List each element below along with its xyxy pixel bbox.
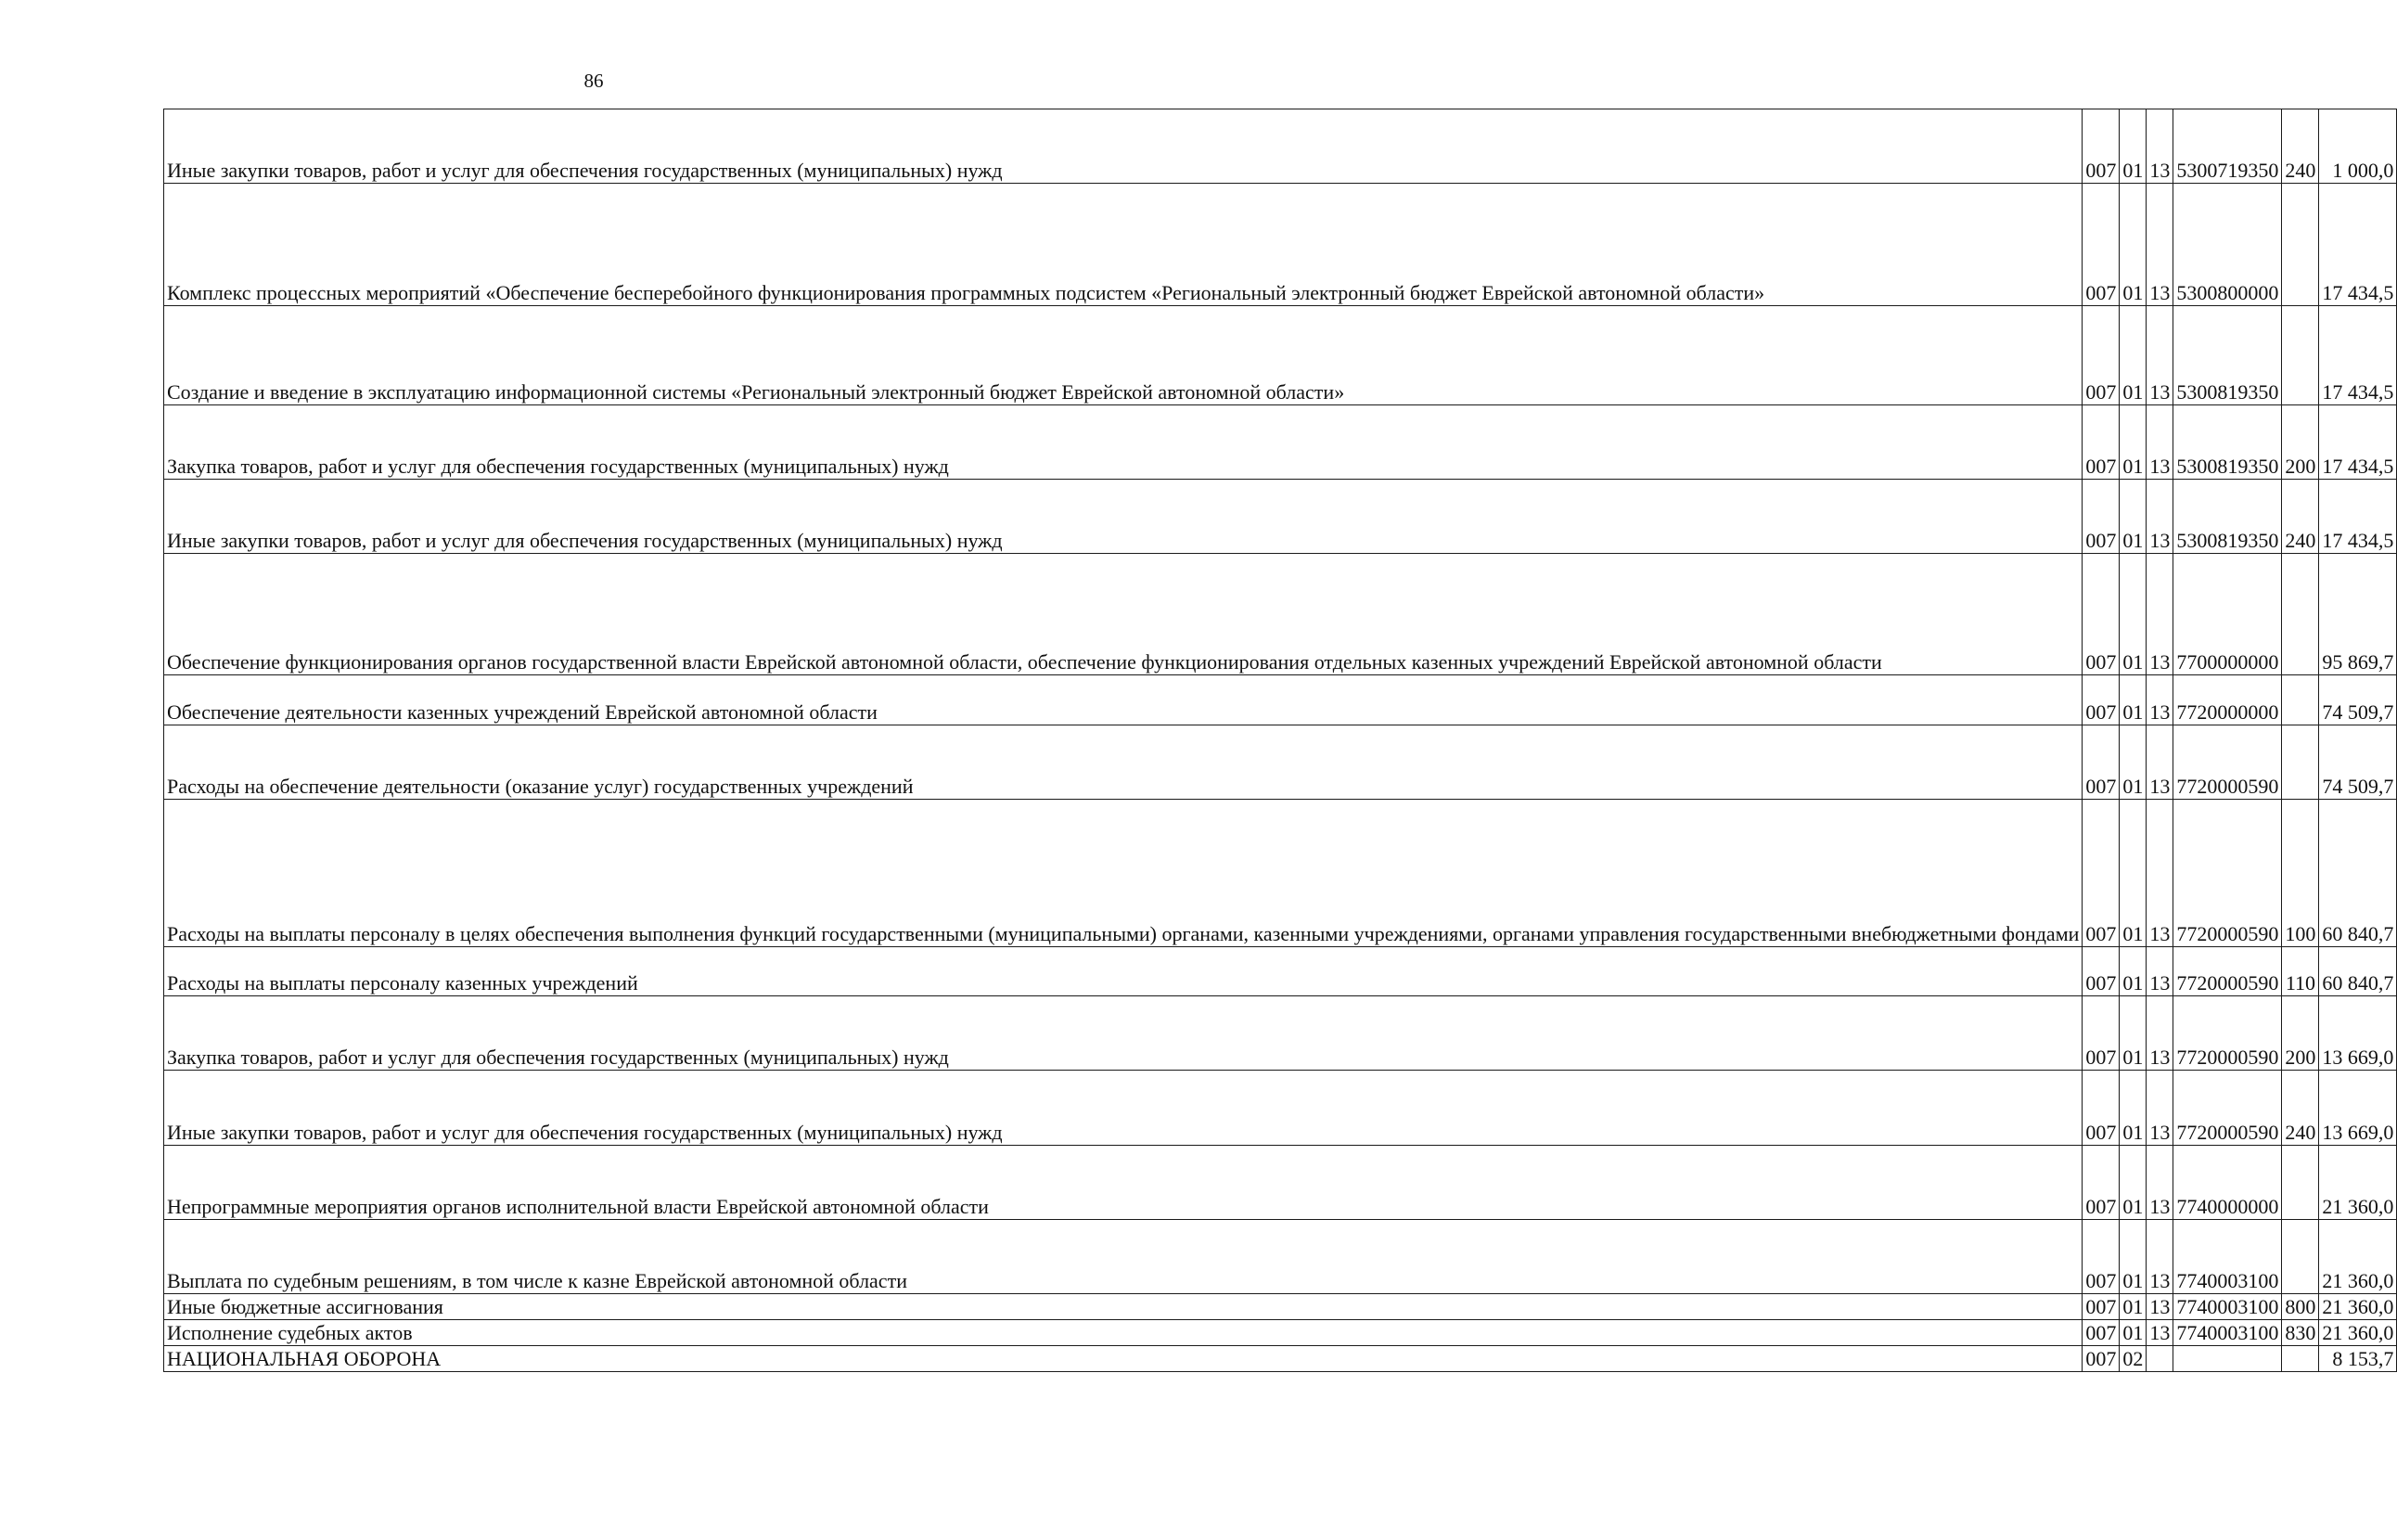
target-article-cell: 5300800000: [2173, 184, 2282, 306]
target-article-cell: 7740003100: [2173, 1294, 2282, 1320]
subsection-code-cell: 13: [2147, 1294, 2173, 1320]
table-row: [164, 306, 2397, 405]
subsection-code-cell: 13: [2147, 996, 2173, 1071]
section-code-cell: 01: [2120, 405, 2147, 480]
section-code-cell: 01: [2120, 1071, 2147, 1146]
target-article-cell: 7740000000: [2173, 1146, 2282, 1220]
amount-cell: 17 434,5: [2319, 480, 2397, 554]
section-code-cell: 01: [2120, 1220, 2147, 1294]
subsection-code-cell: 13: [2147, 947, 2173, 996]
table-row: [164, 800, 2397, 947]
table-row: [164, 1220, 2397, 1294]
amount-cell: 1 000,0: [2319, 109, 2397, 184]
department-code-cell: 007: [2083, 947, 2120, 996]
section-code-cell: 02: [2120, 1346, 2147, 1372]
expense-name-cell: Обеспечение функционирования органов государственной власти Еврейской автономной области, обеспечение функционирования отдельных казенных учреждений Еврейской автономной области: [164, 554, 2083, 675]
target-article-cell: [2173, 1346, 2282, 1372]
expense-name-cell: Комплекс процессных мероприятий «Обеспечение бесперебойного функционирования программных подсистем «Региональный электронный бюджет Еврейской автономной области»: [164, 184, 2083, 306]
expense-type-cell: 200: [2282, 996, 2319, 1071]
expense-name-cell: Закупка товаров, работ и услуг для обеспечения государственных (муниципальных) нужд: [164, 996, 2083, 1071]
section-code-cell: 01: [2120, 947, 2147, 996]
expense-type-cell: [2282, 675, 2319, 725]
section-code-cell: 01: [2120, 1294, 2147, 1320]
department-code-cell: 007: [2083, 1146, 2120, 1220]
amount-cell: 74 509,7: [2319, 675, 2397, 725]
department-code-cell: 007: [2083, 1071, 2120, 1146]
section-code-cell: 01: [2120, 306, 2147, 405]
table-row: [164, 1071, 2397, 1146]
amount-cell: 60 840,7: [2319, 800, 2397, 947]
expense-type-cell: 800: [2282, 1294, 2319, 1320]
amount-cell: 13 669,0: [2319, 996, 2397, 1071]
expense-type-cell: 110: [2282, 947, 2319, 996]
target-article-cell: 7720000000: [2173, 675, 2282, 725]
expense-type-cell: [2282, 725, 2319, 800]
subsection-code-cell: 13: [2147, 480, 2173, 554]
subsection-code-cell: 13: [2147, 1320, 2173, 1346]
budget-table-body: [164, 109, 2397, 1372]
section-code-cell: 01: [2120, 800, 2147, 947]
expense-name-cell: Непрограммные мероприятия органов исполнительной власти Еврейской автономной области: [164, 1146, 2083, 1220]
expense-name-cell: Закупка товаров, работ и услуг для обеспечения государственных (муниципальных) нужд: [164, 405, 2083, 480]
table-row: [164, 184, 2397, 306]
department-code-cell: 007: [2083, 1320, 2120, 1346]
department-code-cell: 007: [2083, 306, 2120, 405]
table-row: [164, 405, 2397, 480]
department-code-cell: 007: [2083, 1220, 2120, 1294]
target-article-cell: 7720000590: [2173, 800, 2282, 947]
expense-type-cell: [2282, 1346, 2319, 1372]
section-code-cell: 01: [2120, 675, 2147, 725]
target-article-cell: 7740003100: [2173, 1320, 2282, 1346]
expense-name-cell: Обеспечение деятельности казенных учреждений Еврейской автономной области: [164, 675, 2083, 725]
expense-type-cell: [2282, 306, 2319, 405]
section-code-cell: 01: [2120, 184, 2147, 306]
expense-name-cell: Выплата по судебным решениям, в том числе к казне Еврейской автономной области: [164, 1220, 2083, 1294]
section-code-cell: 01: [2120, 554, 2147, 675]
subsection-code-cell: 13: [2147, 306, 2173, 405]
amount-cell: 17 434,5: [2319, 405, 2397, 480]
table-row: [164, 554, 2397, 675]
expense-name-cell: Иные закупки товаров, работ и услуг для обеспечения государственных (муниципальных) нужд: [164, 1071, 2083, 1146]
amount-cell: 17 434,5: [2319, 306, 2397, 405]
section-code-cell: 01: [2120, 1320, 2147, 1346]
table-row: [164, 109, 2397, 184]
target-article-cell: 5300819350: [2173, 480, 2282, 554]
expense-type-cell: 240: [2282, 109, 2319, 184]
expense-name-cell: Иные закупки товаров, работ и услуг для обеспечения государственных (муниципальных) нужд: [164, 480, 2083, 554]
subsection-code-cell: 13: [2147, 725, 2173, 800]
target-article-cell: 7740003100: [2173, 1220, 2282, 1294]
expense-name-cell: Исполнение судебных актов: [164, 1320, 2083, 1346]
table-row: [164, 480, 2397, 554]
expense-name-cell: Создание и введение в эксплуатацию информационной системы «Региональный электронный бюджет Еврейской автономной области»: [164, 306, 2083, 405]
subsection-code-cell: 13: [2147, 554, 2173, 675]
expense-type-cell: 240: [2282, 1071, 2319, 1146]
department-code-cell: 007: [2083, 1294, 2120, 1320]
subsection-code-cell: 13: [2147, 109, 2173, 184]
department-code-cell: 007: [2083, 996, 2120, 1071]
target-article-cell: 7720000590: [2173, 725, 2282, 800]
expense-type-cell: [2282, 554, 2319, 675]
table-row: [164, 1294, 2397, 1320]
amount-cell: 21 360,0: [2319, 1294, 2397, 1320]
expense-name-cell: Расходы на обеспечение деятельности (оказание услуг) государственных учреждений: [164, 725, 2083, 800]
subsection-code-cell: 13: [2147, 800, 2173, 947]
subsection-code-cell: 13: [2147, 184, 2173, 306]
expense-type-cell: 200: [2282, 405, 2319, 480]
page-number: 86: [583, 70, 604, 92]
expense-type-cell: [2282, 1146, 2319, 1220]
amount-cell: 60 840,7: [2319, 947, 2397, 996]
expense-type-cell: [2282, 1220, 2319, 1294]
subsection-code-cell: 13: [2147, 1146, 2173, 1220]
expense-name-cell: Иные закупки товаров, работ и услуг для обеспечения государственных (муниципальных) нужд: [164, 109, 2083, 184]
amount-cell: 74 509,7: [2319, 725, 2397, 800]
section-code-cell: 01: [2120, 109, 2147, 184]
section-code-cell: 01: [2120, 480, 2147, 554]
section-code-cell: 01: [2120, 996, 2147, 1071]
expense-type-cell: 100: [2282, 800, 2319, 947]
amount-cell: 13 669,0: [2319, 1071, 2397, 1146]
table-row: [164, 675, 2397, 725]
section-code-cell: 01: [2120, 1146, 2147, 1220]
expense-type-cell: [2282, 184, 2319, 306]
budget-table: [163, 109, 2397, 1372]
subsection-code-cell: 13: [2147, 1071, 2173, 1146]
table-row: [164, 725, 2397, 800]
table-row: [164, 947, 2397, 996]
amount-cell: 17 434,5: [2319, 184, 2397, 306]
target-article-cell: 7720000590: [2173, 996, 2282, 1071]
expense-name-cell: Иные бюджетные ассигнования: [164, 1294, 2083, 1320]
expense-name-cell: НАЦИОНАЛЬНАЯ ОБОРОНА: [164, 1346, 2083, 1372]
department-code-cell: 007: [2083, 184, 2120, 306]
department-code-cell: 007: [2083, 800, 2120, 947]
target-article-cell: 5300819350: [2173, 405, 2282, 480]
amount-cell: 21 360,0: [2319, 1320, 2397, 1346]
table-row: [164, 996, 2397, 1071]
department-code-cell: 007: [2083, 405, 2120, 480]
amount-cell: 21 360,0: [2319, 1220, 2397, 1294]
amount-cell: 95 869,7: [2319, 554, 2397, 675]
expense-type-cell: 830: [2282, 1320, 2319, 1346]
department-code-cell: 007: [2083, 109, 2120, 184]
subsection-code-cell: 13: [2147, 405, 2173, 480]
subsection-code-cell: 13: [2147, 1220, 2173, 1294]
department-code-cell: 007: [2083, 675, 2120, 725]
target-article-cell: 7720000590: [2173, 1071, 2282, 1146]
target-article-cell: 7700000000: [2173, 554, 2282, 675]
department-code-cell: 007: [2083, 554, 2120, 675]
expense-name-cell: Расходы на выплаты персоналу казенных учреждений: [164, 947, 2083, 996]
target-article-cell: 5300819350: [2173, 306, 2282, 405]
table-row: [164, 1146, 2397, 1220]
department-code-cell: 007: [2083, 725, 2120, 800]
target-article-cell: 7720000590: [2173, 947, 2282, 996]
department-code-cell: 007: [2083, 1346, 2120, 1372]
subsection-code-cell: [2147, 1346, 2173, 1372]
department-code-cell: 007: [2083, 480, 2120, 554]
amount-cell: 8 153,7: [2319, 1346, 2397, 1372]
expense-type-cell: 240: [2282, 480, 2319, 554]
amount-cell: 21 360,0: [2319, 1146, 2397, 1220]
table-row: [164, 1346, 2397, 1372]
subsection-code-cell: 13: [2147, 675, 2173, 725]
section-code-cell: 01: [2120, 725, 2147, 800]
target-article-cell: 5300719350: [2173, 109, 2282, 184]
expense-name-cell: Расходы на выплаты персоналу в целях обеспечения выполнения функций государственными (муниципальными) органами, казенными учреждениями, органами управления государственными внебюджетными фондами: [164, 800, 2083, 947]
table-row: [164, 1320, 2397, 1346]
